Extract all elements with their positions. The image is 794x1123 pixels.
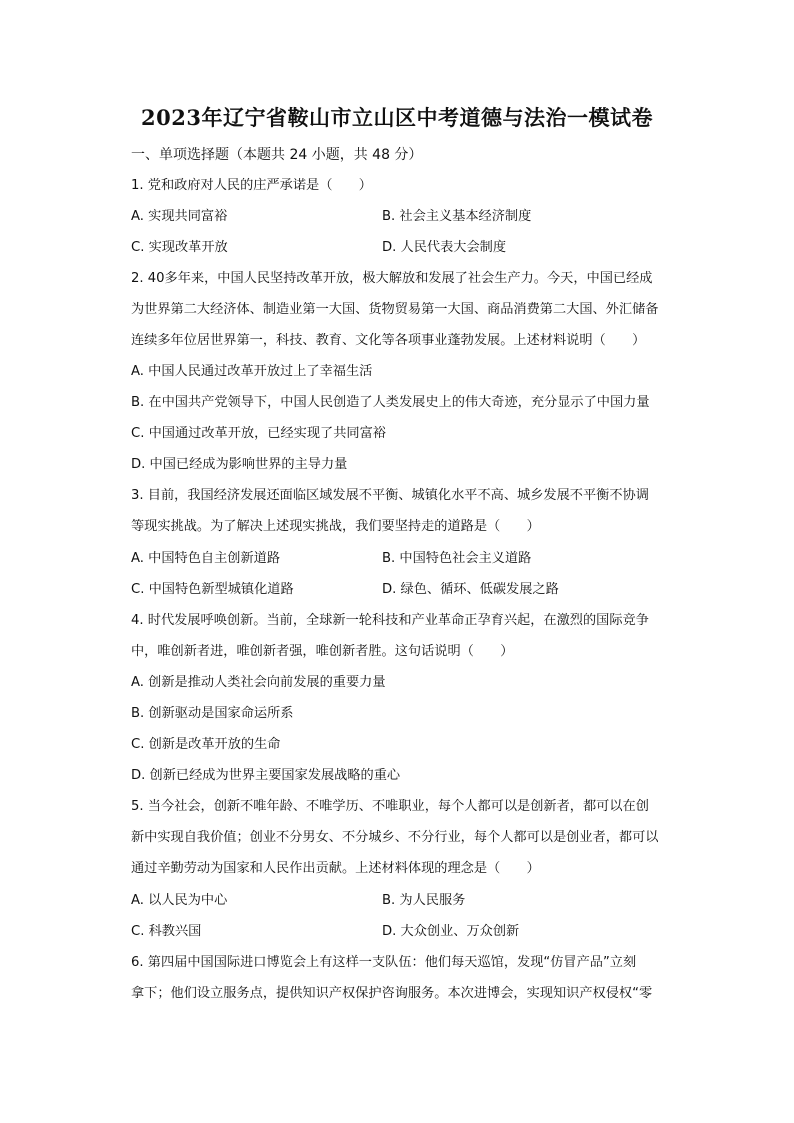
question-4-option-b: B. 创新驱动是国家命运所系	[131, 706, 294, 721]
question-2-option-a: A. 中国人民通过改革开放过上了幸福生活	[131, 364, 373, 379]
question-3-option-d: D. 绿色、循环、低碳发展之路	[382, 582, 559, 597]
question-1-option-c: C. 实现改革开放	[131, 240, 228, 255]
question-2-stem-line-3: 连续多年位居世界第一，科技、教育、文化等各项事业蓬勃发展。上述材料说明（ ）	[131, 333, 646, 348]
question-1-option-a: A. 实现共同富裕	[131, 209, 228, 224]
page-title: 2023年辽宁省鞍山市立山区中考道德与法治一模试卷	[141, 105, 653, 130]
question-3-option-b: B. 中国特色社会主义道路	[382, 551, 532, 566]
question-4-option-a: A. 创新是推动人类社会向前发展的重要力量	[131, 675, 386, 690]
question-4-option-c: C. 创新是改革开放的生命	[131, 737, 281, 752]
question-5-stem-line-1: 5. 当今社会，创新不唯年龄、不唯学历、不唯职业，每个人都可以是创新者，都可以在创	[131, 799, 649, 814]
question-3-stem-line-2: 等现实挑战。为了解决上述现实挑战，我们要坚持走的道路是（ ）	[131, 519, 540, 534]
question-5-option-a: A. 以人民为中心	[131, 893, 228, 908]
question-4-stem-line-1: 4. 时代发展呼唤创新。当前，全球新一轮科技和产业革命正孕育兴起，在激烈的国际竞争	[131, 613, 649, 628]
question-2-option-b: B. 在中国共产党领导下，中国人民创造了人类发展史上的伟大奇迹，充分显示了中国力量	[131, 395, 650, 410]
question-2-option-d: D. 中国已经成为影响世界的主导力量	[131, 457, 348, 472]
question-3-option-c: C. 中国特色新型城镇化道路	[131, 582, 294, 597]
question-6-stem-line-1: 6. 第四届中国国际进口博览会上有这样一支队伍：他们每天巡馆，发现“仿冒产品”立刻	[131, 955, 637, 970]
question-1-option-b: B. 社会主义基本经济制度	[382, 209, 532, 224]
question-2-option-c: C. 中国通过改革开放，已经实现了共同富裕	[131, 426, 386, 441]
question-5-stem-line-3: 通过辛勤劳动为国家和人民作出贡献。上述材料体现的理念是（ ）	[131, 861, 540, 876]
question-3-option-a: A. 中国特色自主创新道路	[131, 551, 281, 566]
question-5-stem-line-2: 新中实现自我价值；创业不分男女、不分城乡、不分行业，每个人都可以是创业者，都可以	[131, 830, 659, 845]
section-heading: 一、单项选择题（本题共 24 小题，共 48 分）	[131, 147, 423, 163]
question-5-option-c: C. 科教兴国	[131, 924, 202, 939]
question-4-stem-line-2: 中，唯创新者进，唯创新者强，唯创新者胜。这句话说明（ ）	[131, 644, 514, 659]
question-2-stem-line-2: 为世界第二大经济体、制造业第一大国、货物贸易第一大国、商品消费第二大国、外汇储备	[131, 302, 659, 317]
question-5-option-b: B. 为人民服务	[382, 893, 466, 908]
question-1-option-d: D. 人民代表大会制度	[382, 240, 507, 255]
question-6-stem-line-2: 拿下；他们设立服务点，提供知识产权保护咨询服务。本次进博会，实现知识产权侵权“零	[131, 986, 653, 1001]
question-4-option-d: D. 创新已经成为世界主要国家发展战略的重心	[131, 768, 401, 783]
question-1-stem: 1. 党和政府对人民的庄严承诺是（ ）	[131, 178, 372, 193]
question-5-option-d: D. 大众创业、万众创新	[382, 924, 520, 939]
question-3-stem-line-1: 3. 目前，我国经济发展还面临区域发展不平衡、城镇化水平不高、城乡发展不平衡不协调	[131, 488, 649, 503]
question-2-stem-line-1: 2. 40多年来，中国人民坚持改革开放，极大解放和发展了社会生产力。今天，中国已经成	[131, 271, 653, 286]
